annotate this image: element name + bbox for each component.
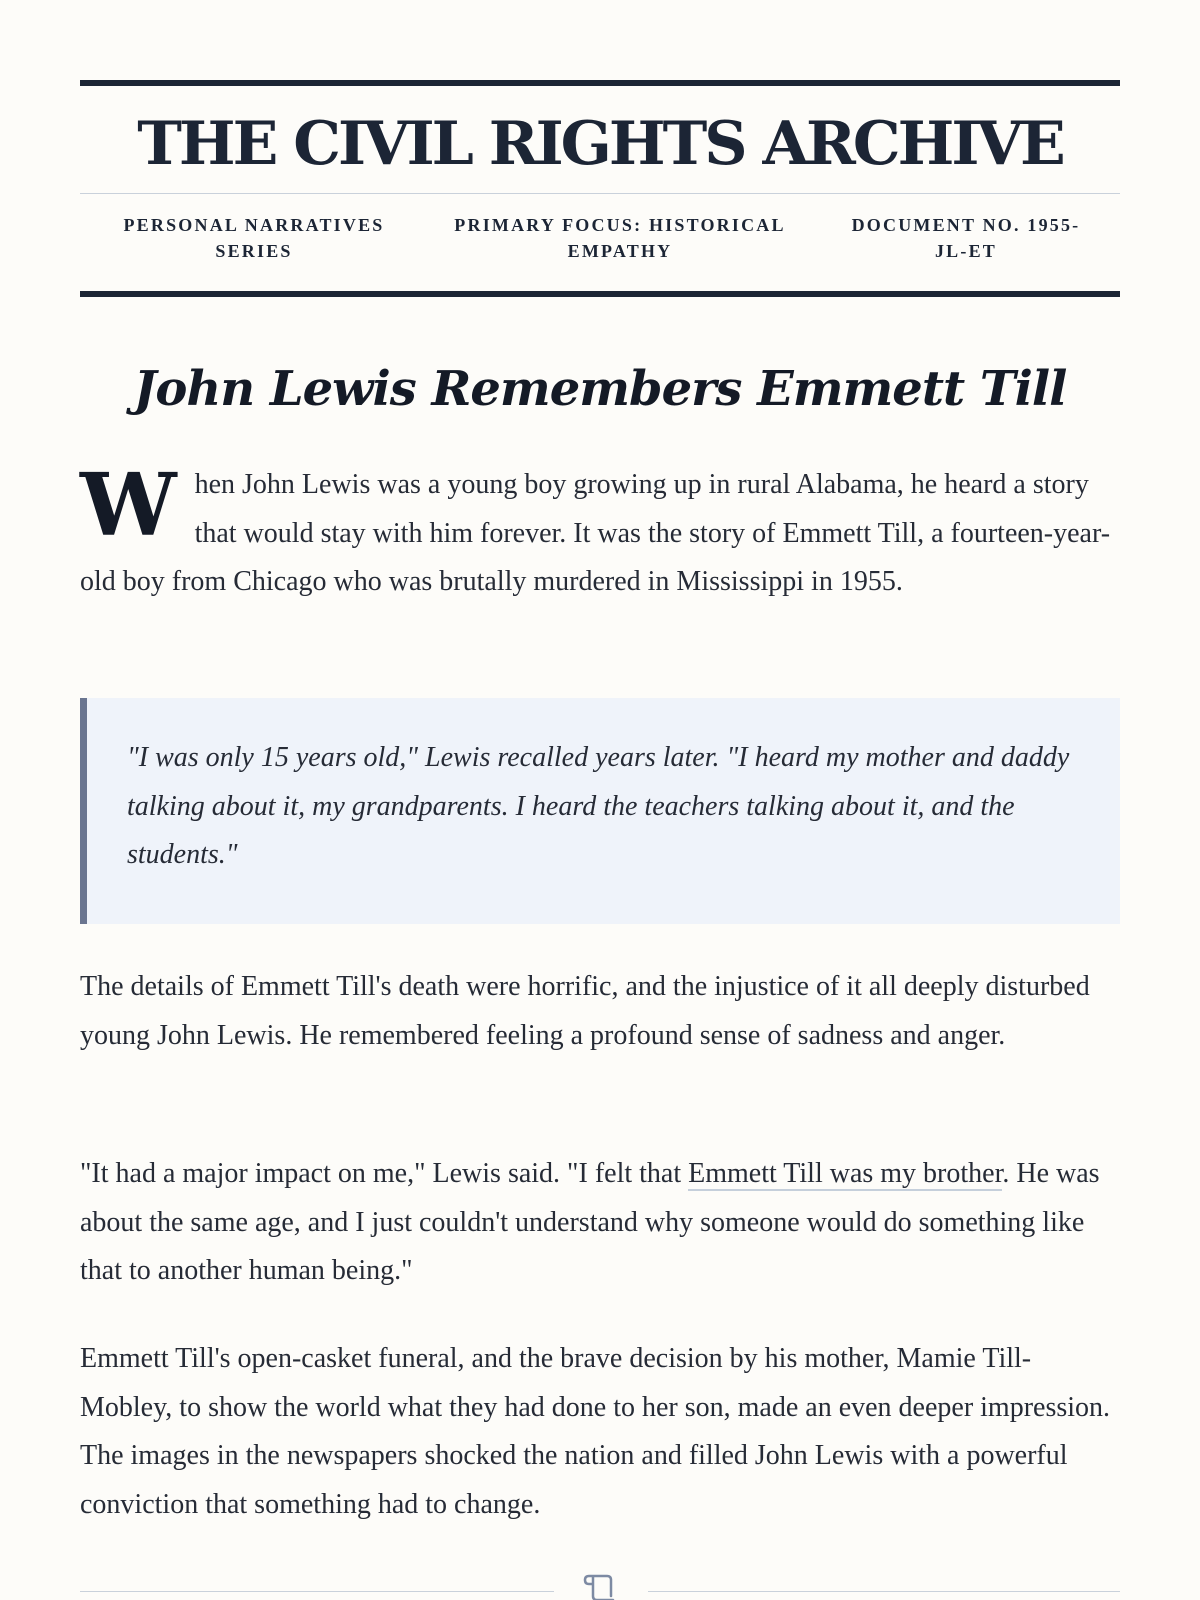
intro-paragraph bbox=[80, 455, 1120, 607]
section-divider-left bbox=[80, 1591, 554, 1592]
article-title: John Lewis Remembers Emmett Till bbox=[133, 361, 1067, 417]
masthead-rule bbox=[80, 193, 1120, 194]
paragraph-3 bbox=[80, 1150, 1120, 1296]
masthead bbox=[80, 80, 1120, 297]
masthead-meta bbox=[80, 212, 1120, 264]
scroll-icon bbox=[581, 1572, 619, 1600]
document-number: DOCUMENT NO. 1955-JL-ET bbox=[851, 215, 1081, 261]
focus-label: PRIMARY FOCUS: HISTORICAL EMPATHY bbox=[454, 215, 786, 261]
paragraph-2: The details of Emmett Till's death were horrific, and the injustice of it all deeply disturbed young John Lewis. He remembered feeling a profound sense of sadness and anger. bbox=[80, 971, 1090, 1051]
drop-cap: W bbox=[80, 455, 177, 556]
masthead-title: THE CIVIL RIGHTS ARCHIVE bbox=[137, 109, 1063, 179]
paragraph-3-after: . He was about the same age, and I just couldn't understand why someone would do something like that to another human being." bbox=[80, 1158, 1100, 1286]
section-divider-right bbox=[648, 1591, 1120, 1592]
highlighted-phrase: Emmett Till was my brother bbox=[688, 1158, 1003, 1189]
pull-quote: "I was only 15 years old," Lewis recalled years later. "I heard my mother and daddy talking about it, my grandparents. I heard the teachers talking about it, and the students." bbox=[80, 698, 1120, 924]
intro-text: hen John Lewis was a young boy growing up in rural Alabama, he heard a story that would stay with him forever. It was the story of Emmett Till, a fourteen-year-old boy from Chicago who was brutally murdered in Mississippi in 1955. bbox=[80, 469, 1111, 597]
series-label: PERSONAL NARRATIVES SERIES bbox=[123, 215, 385, 261]
paragraph-3-before: "It had a major impact on me," Lewis said. "I felt that bbox=[80, 1158, 689, 1189]
paragraph-4: Emmett Till's open-casket funeral, and the brave decision by his mother, Mamie Till-Mobley, to show the world what they had done to her son, made an even deeper impression. The images in the newspapers shocked the nation and filled John Lewis with a powerful conviction that something had to change. bbox=[80, 1343, 1111, 1520]
